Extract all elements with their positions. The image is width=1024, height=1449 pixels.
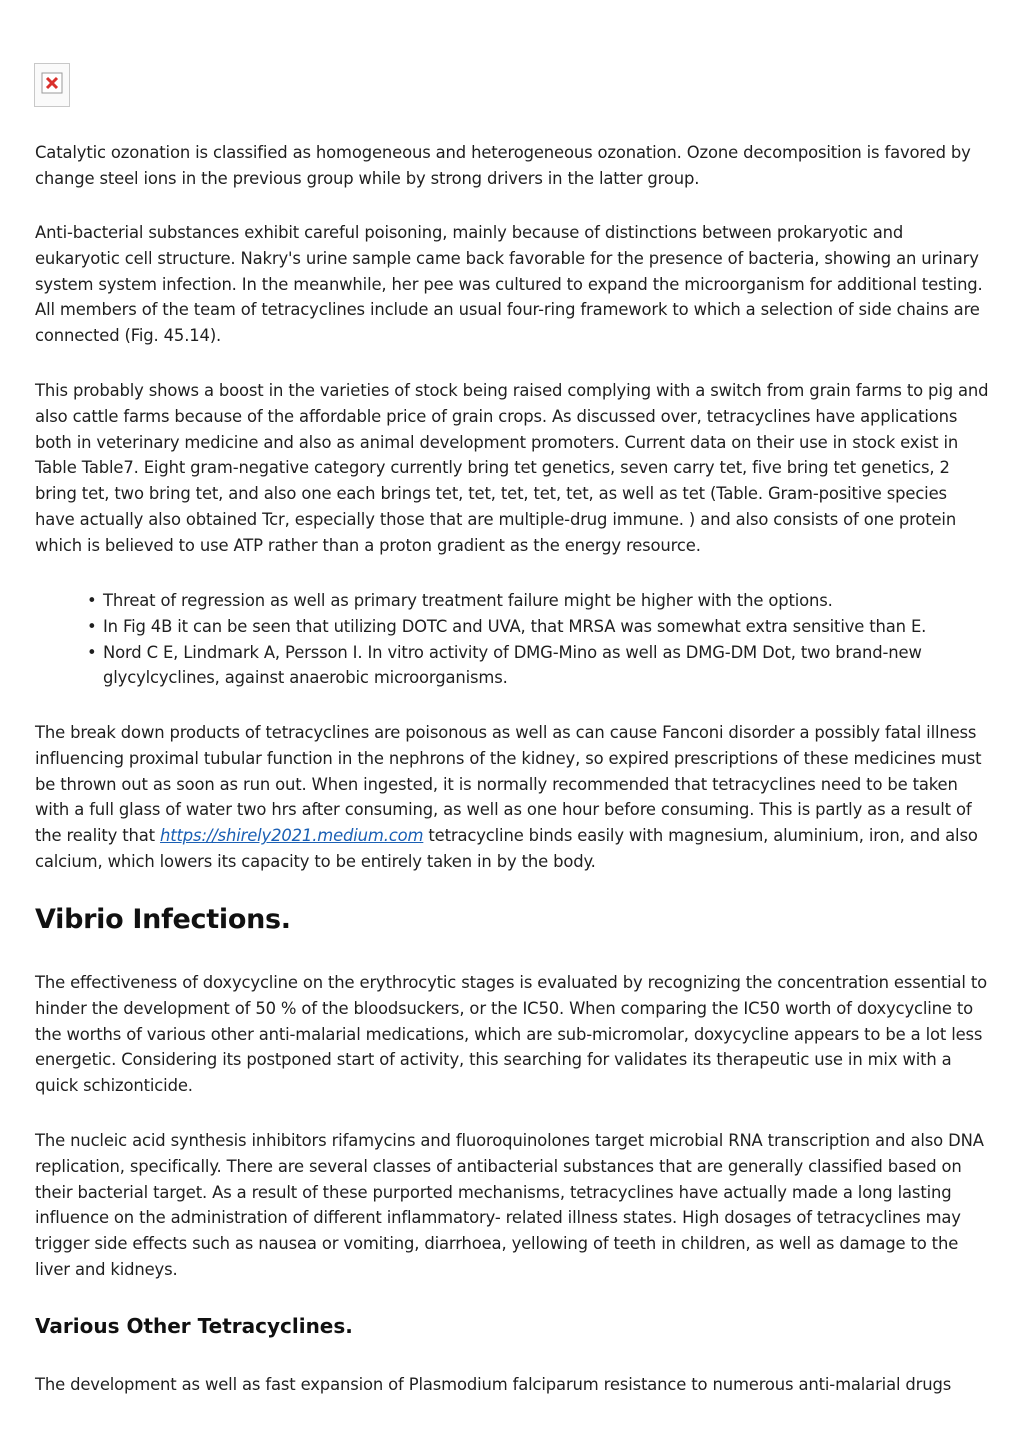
paragraph-doxycycline: The effectiveness of doxycycline on the erythrocytic stages is evaluated by recognizing the concentration essential to hinder the development of 50 % of the bloodsuckers, or the IC50. When comparing the IC50 worth of doxycycline to the worths of various other anti-malarial medications, which are sub-micromolar, doxycycline appears to be a lot less energetic. Considering its postponed start of activity, this searching for validates its therapeutic use in mix with a quick schizonticide. [35,973,988,1096]
paragraph-antibacterial: Anti-bacterial substances exhibit careful poisoning, mainly because of distinctions between prokaryotic and eukaryotic cell structure. Nakry's urine sample came back favorable for the presence of bacteria, showing an urinary system system infection. In the meanwhile, her pee was cultured to expand the microorganism for additional testing. All members of the team of tetracyclines include an usual four-ring framework to which a selection of side chains are connected (Fig. 45.14). [35,223,983,346]
bullet-list [87,588,983,691]
heading-other-tetracyclines: Various Other Tetracyclines. [35,1314,353,1338]
bullet-marker: • [87,616,97,636]
heading-vibrio: Vibrio Infections. [35,904,291,935]
broken-image [34,63,70,107]
bullet-marker: • [87,591,97,610]
list-item: • In Fig 4B it can be seen that utilizing DOTC and UVA, that MRSA was somewhat extra sensitive than E. [103,614,983,640]
paragraph-breakdown: The break down products of tetracyclines are poisonous as well as can cause Fanconi disorder a possibly fatal illness influencing proximal tubular function in the nephrons of the kidney, so expired prescriptions of these medicines must be thrown out as soon as run out. When ingested, it is normally recommended that tetracyclines need to be taken with a full glass of water two hrs after consuming, as well as one hour before consuming. This is partly as a result of the reality that https://shirely2021.medium.com tetracycline binds easily with magnesium, aluminium, iron, and also calcium, which lowers its capacity to be entirely taken in by the body. [35,723,982,871]
paragraph-intro: Catalytic ozonation is classified as homogeneous and heterogeneous ozonation. Ozone decomposition is favored by change steel ions in the previous group while by strong drivers in the latter group. [35,143,971,188]
list-item: • Threat of regression as well as primary treatment failure might be higher with the options. [103,588,983,614]
broken-image-icon [41,72,63,94]
paragraph-nucleic-acid: The nucleic acid synthesis inhibitors rifamycins and fluoroquinolones target microbial RNA transcription and also DNA replication, specifically. There are several classes of antibacterial substances that are generally classified based on their bacterial target. As a result of these purported mechanisms, tetracyclines have actually made a long lasting influence on the administration of different inflammatory- related illness states. High dosages of tetracyclines may trigger side effects such as nausea or vomiting, diarrhoea, yellowing of teeth in children, as well as damage to the liver and kidneys. [35,1131,984,1279]
paragraph-plasmodium: The development as well as fast expansion of Plasmodium falciparum resistance to numerous anti-malarial drugs [35,1375,952,1394]
paragraph-livestock: This probably shows a boost in the varieties of stock being raised complying with a switch from grain farms to pig and also cattle farms because of the affordable price of grain crops. As discussed over, tetracyclines have applications both in veterinary medicine and also as animal development promoters. Current data on their use in stock exist in Table Table7. Eight gram-negative category currently bring tet genetics, seven carry tet, five bring tet genetics, 2 bring tet, two bring tet, and also one each brings tet, tet, tet, tet, tet, as well as tet (Table. Gram-positive species have actually also obtained Tcr, especially those that are multiple-drug immune. ) and also consists of one protein which is believed to use ATP rather than a proton gradient as the energy resource. [35,381,989,555]
list-item: • Nord C E, Lindmark A, Persson I. In vitro activity of DMG-Mino as well as DMG-DM Dot, two brand-new glycylcyclines, against anaerobic microorganisms. [103,640,983,692]
medium-link[interactable]: https://shirely2021.medium.com [160,826,424,846]
bullet-marker: • [87,642,97,662]
